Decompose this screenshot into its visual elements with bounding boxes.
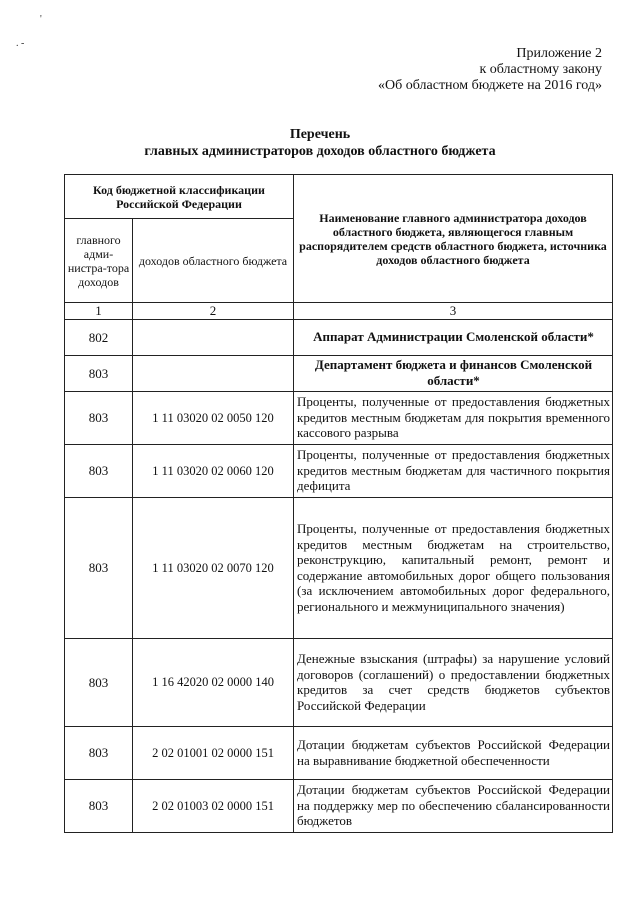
scan-mark: . -: [16, 38, 25, 49]
table-row: [65, 498, 613, 639]
document-title: [0, 126, 640, 160]
header-col-income: доходов областного бюджета: [133, 219, 294, 303]
admin-code: 803: [65, 392, 133, 445]
annex-line-1: Приложение 2: [516, 46, 602, 61]
col-number: 1: [65, 303, 133, 320]
annex-block: [378, 46, 602, 94]
header-col-admin: главного адми-нистра-тора доходов: [65, 219, 133, 303]
table-row: [65, 445, 613, 498]
income-code: 1 11 03020 02 0070 120: [133, 498, 294, 639]
annex-line-3: «Об областном бюджете на 2016 год»: [378, 78, 602, 93]
col-number: 2: [133, 303, 294, 320]
administrators-table: [64, 174, 613, 833]
income-code: [133, 320, 294, 356]
col-number: 3: [294, 303, 613, 320]
income-code: 2 02 01003 02 0000 151: [133, 780, 294, 833]
scan-mark: ': [40, 14, 42, 25]
admin-name: Проценты, полученные от предоставления бюджетных кредитов местным бюджетам для частичного покрытия дефицита: [294, 445, 613, 498]
title-line-2: главных администраторов доходов областного бюджета: [144, 144, 496, 159]
income-code: [133, 356, 294, 392]
income-code: 1 11 03020 02 0050 120: [133, 392, 294, 445]
admin-code: 803: [65, 639, 133, 727]
table-row: [65, 392, 613, 445]
income-code: 1 11 03020 02 0060 120: [133, 445, 294, 498]
title-line-1: Перечень: [289, 127, 351, 142]
income-code: 2 02 01001 02 0000 151: [133, 727, 294, 780]
admin-name: Аппарат Администрации Смоленской области*: [294, 320, 613, 356]
income-code: 1 16 42020 02 0000 140: [133, 639, 294, 727]
admin-name: Дотации бюджетам субъектов Российской Федерации на поддержку мер по обеспечению сбалансированности бюджетов: [294, 780, 613, 833]
header-admin-name: Наименование главного администратора доходов областного бюджета, являющегося главным распорядителем средств областного бюджета, источника доходов областного бюджета: [294, 175, 613, 303]
admin-code: 803: [65, 727, 133, 780]
table-row: [65, 356, 613, 392]
table-row: [65, 780, 613, 833]
table-row: [65, 639, 613, 727]
admin-code: 802: [65, 320, 133, 356]
admin-name: Денежные взыскания (штрафы) за нарушение условий договоров (соглашений) о предоставлении бюджетных кредитов за счет средств бюджетов субъектов Российской Федерации: [294, 639, 613, 727]
admin-code: 803: [65, 780, 133, 833]
annex-line-2: к областному закону: [479, 62, 602, 77]
admin-name: Проценты, полученные от предоставления бюджетных кредитов местным бюджетам на строительство, реконструкцию, капитальный ремонт, ремонт и содержание автомобильных дорог общего пользования (за исключением автомобильных дорог федерального, регионального и межмуниципального значения): [294, 498, 613, 639]
admin-name: Департамент бюджета и финансов Смоленской области*: [294, 356, 613, 392]
admin-code: 803: [65, 445, 133, 498]
admin-name: Проценты, полученные от предоставления бюджетных кредитов местным бюджетам для покрытия временного кассового разрыва: [294, 392, 613, 445]
header-kbk: Код бюджетной классификации Российской Федерации: [65, 175, 294, 219]
table-row: [65, 727, 613, 780]
table-row: [65, 320, 613, 356]
admin-name: Дотации бюджетам субъектов Российской Федерации на выравнивание бюджетной обеспеченности: [294, 727, 613, 780]
admin-code: 803: [65, 356, 133, 392]
admin-code: 803: [65, 498, 133, 639]
